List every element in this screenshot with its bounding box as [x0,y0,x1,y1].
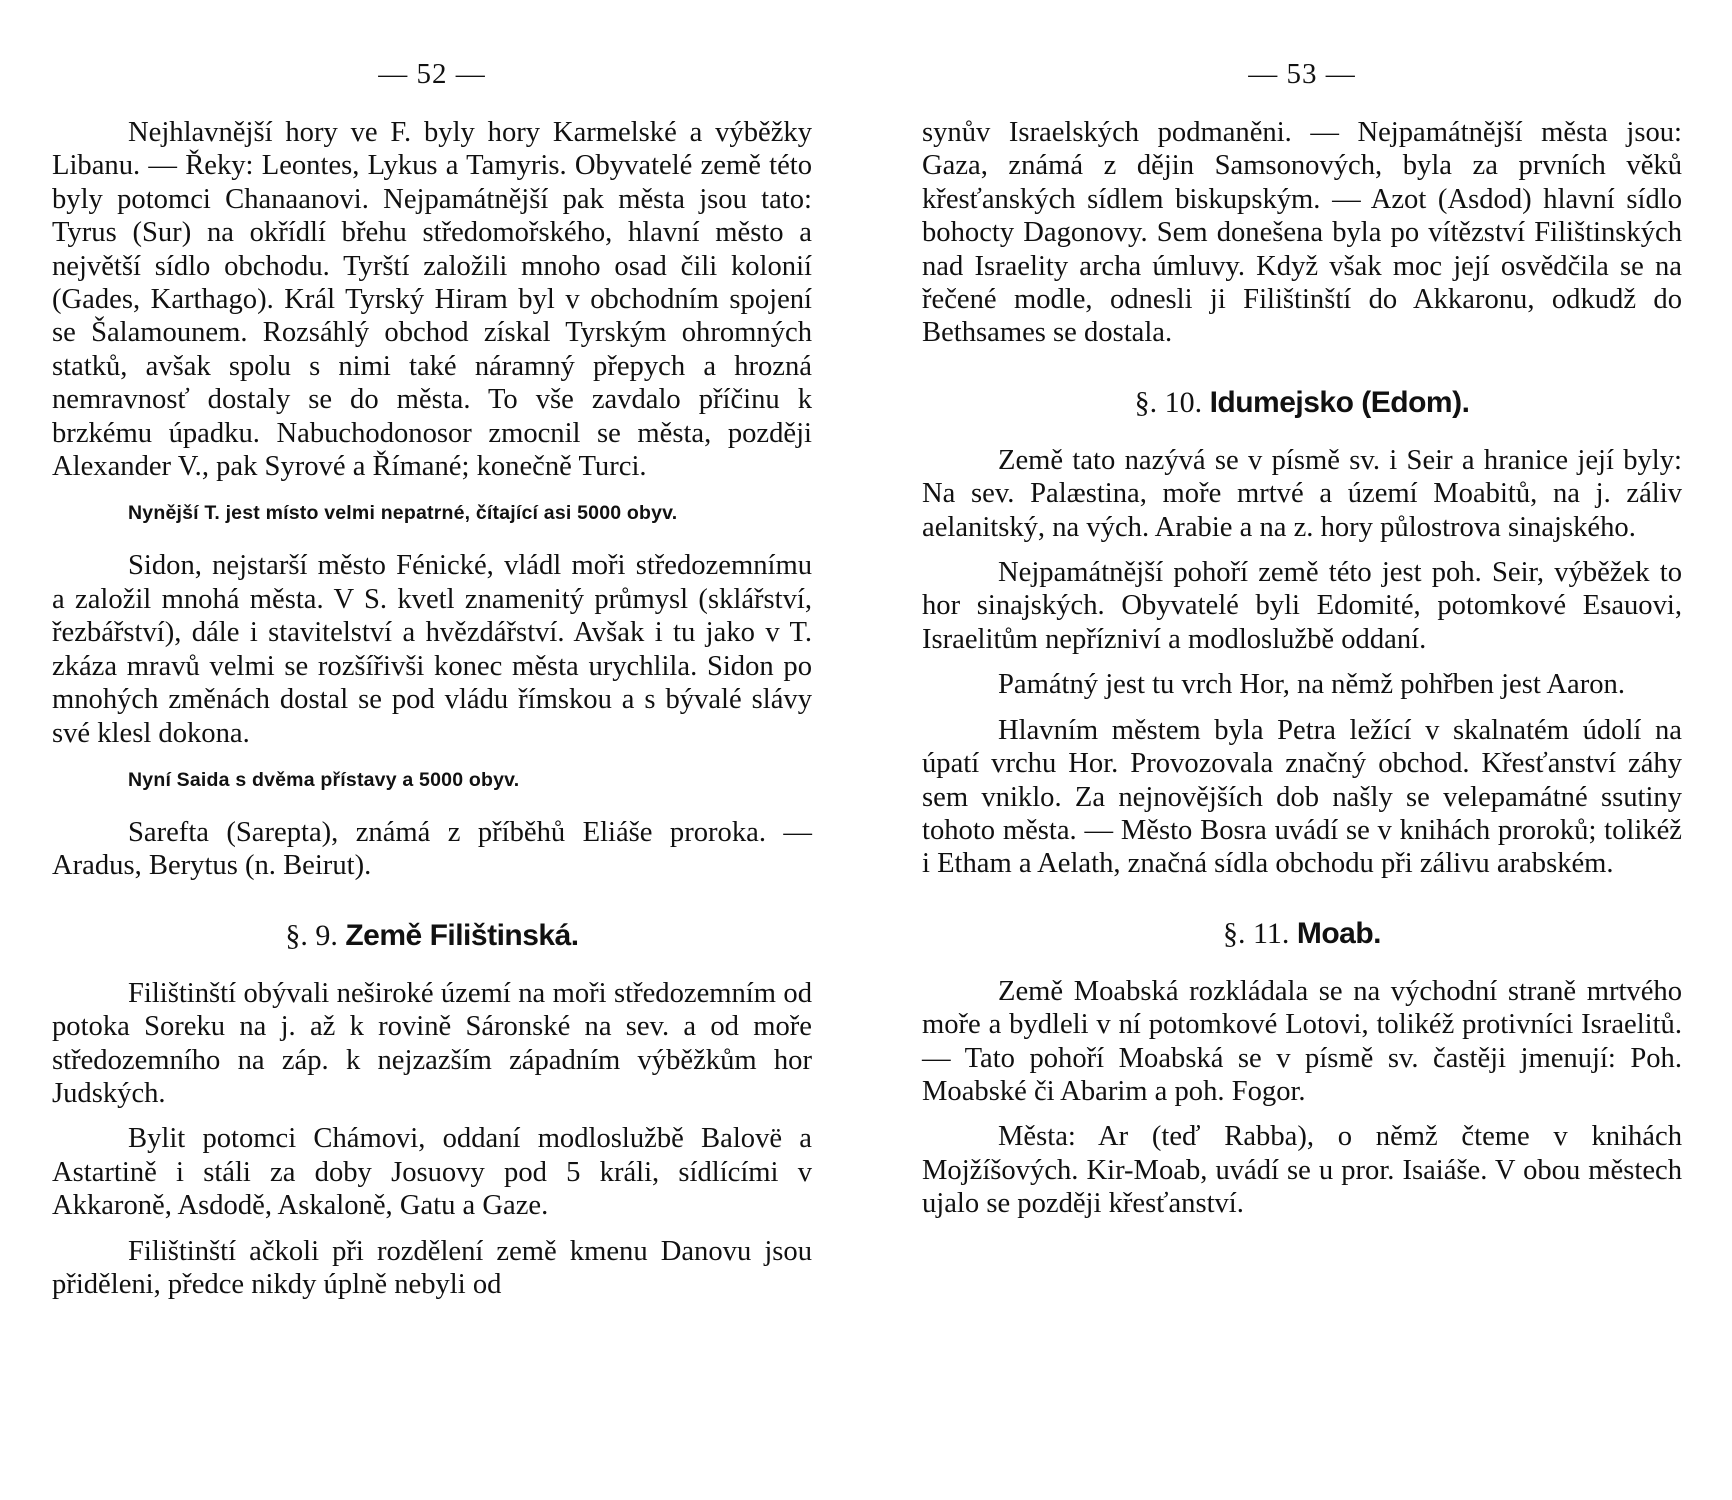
paragraph: Filištinští obývali neširoké území na moři středozemním od potoka Soreku na j. až k rovině Sáronské na sev. a od moře středozemního na záp. k nejzazším západním výběžkům hor Judských. [52,977,812,1109]
paragraph: synův Israelských podmaněni. — Nejpamátnější města jsou: Gaza, známá z dějin Samsonových, byla za prvních věků křesťanských sídlem biskupským. — Azot (Asdod) hlavní sídlo bohocty Dagonovy. Sem donešena byla po vítězství Filištinských nad Israelity archa úmluvy. Když však moc její osvědčila se na řečené modle, odnesli ji Filištinští do Akkaronu, odkudž do Bethsames se dostala. [922,117,1682,349]
paragraph: Nejhlavnější hory ve F. byly hory Karmelské a výběžky Libanu. — Řeky: Leontes, Lykus a Tamyris. Obyvatelé země této byly potomci Chanaanovi. Nejpamátnější pak města jsou tato: Tyrus (Sur) na okřídlí břehu středomořského, hlavní město a největší sídlo obchodu. Tyrští založili mnoho osad čili kolonií (Gades, Karthago). Král Tyrský Hiram byl v obchodním spojení se Šalamounem. Rozsáhlý obchod získal Tyrským ohromných statků, avšak spolu s nimi také náramný přepych a hrozná nemravnosť dostaly se do města. To vše zavdalo příčinu k brzkému úpadku. Nabuchodonosor zmocnil se města, později Alexander V., pak Syrové a Římané; konečně Turci. [52,117,812,483]
page-body [52,116,812,1313]
paragraph: Památný jest tu vrch Hor, na němž pohřben jest Aaron. [998,669,1625,701]
section-heading [922,384,1682,422]
paragraph: Nejpamátnější pohoří země této jest poh. Seir, výběžek to hor sinajských. Obyvatelé byli Edomité, potomkové Esauovi, Israelitům nepřízniví a modloslužbě oddaní. [922,557,1682,655]
section-number: §. 10. [1134,385,1203,419]
section-heading [922,915,1682,953]
page-number: — 52 — [378,58,486,90]
paragraph: Bylit potomci Chámovi, oddaní modloslužbě Balovë a Astartině i stáli za doby Josuovy pod 5 králi, sídlícími v Akkaroně, Asdodě, Askaloně, Gatu a Gaze. [52,1123,812,1222]
footnote: Nynější T. jest místo velmi nepatrné, čítající asi 5000 obyv. [128,502,678,525]
section-title: Idumejsko (Edom). [1209,385,1470,419]
footnote: Nyní Saida s dvěma přístavy a 5000 obyv. [128,768,520,791]
section-number: §. 11. [1222,916,1290,950]
paragraph: Sidon, nejstarší město Fénické, vládl moři středozemnímu a založil mnohá města. V S. kvetl znamenitý průmysl (sklářství, řezbářství), dále i stavitelství a hvězdářství. Avšak i tu jako v T. zkáza mravů velmi se rozšířivši konec města urychlila. Sidon po mnohých změnách dostal se pod vládu římskou a s bývalé slávy své klesl dokona. [52,550,812,749]
paragraph: Země Moabská rozkládala se na východní straně mrtvého moře a bydleli v ní potomkové Lotovi, tolikéž protivníci Israelitů. — Tato pohoří Moabská se v písmě sv. častěji jmenují: Poh. Moabské či Abarim a poh. Fogor. [922,975,1682,1107]
page-body [922,116,1682,1233]
paragraph: Sarefta (Sarepta), známá z příběhů Eliáše proroka. — Aradus, Berytus (n. Beirut). [52,816,812,882]
page-number: — 53 — [1248,58,1356,90]
section-title: Země Filištinská. [345,918,579,952]
paragraph: Filištinští ačkoli při rozdělení země kmenu Danovu jsou přiděleni, předce nikdy úplně nebyli od [52,1235,812,1300]
paragraph: Města: Ar (teď Rabba), o němž čteme v knihách Mojžíšových. Kir-Moab, uvádí se u pror. Isaiáše. V obou městech ujalo se později křesťanství. [922,1121,1682,1220]
paragraph: Hlavním městem byla Petra ležící v skalnatém údolí na úpatí vrchu Hor. Provozovala značný obchod. Křesťanství záhy sem vniklo. Za nejnovějších dob našly se velepamátné ssutiny tohoto města. — Město Bosra uvádí se v knihách proroků; tolikéž i Etham a Aelath, značná sídla obchodu při zálivu arabském. [922,714,1682,880]
section-title: Moab. [1296,916,1382,950]
section-heading [52,917,812,955]
section-number: §. 9. [285,918,338,952]
paragraph: Země tato nazývá se v písmě sv. i Seir a hranice její byly: Na sev. Palæstina, moře mrtvé a území Moabitů, na j. záliv aelanitský, na vých. Arabie a na z. hory půlostrova sinajského. [922,444,1682,543]
